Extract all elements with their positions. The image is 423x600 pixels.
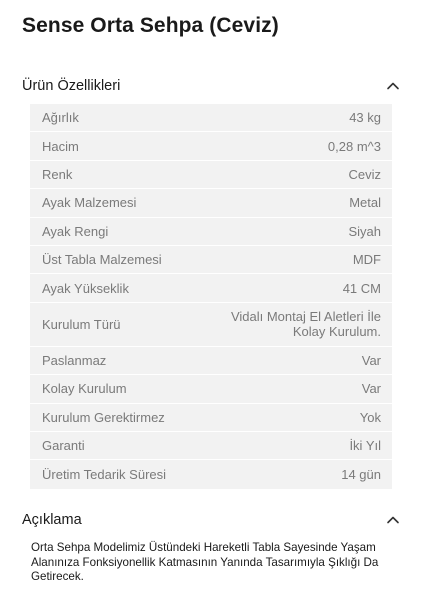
specs-section-header[interactable] — [22, 76, 400, 96]
spec-key: Kurulum Türü — [42, 316, 121, 332]
spec-row — [30, 347, 392, 375]
spec-key: Kolay Kurulum — [42, 381, 127, 397]
description-section-header[interactable] — [22, 510, 400, 530]
spec-key: Paslanmaz — [42, 352, 107, 368]
spec-value: 14 gün — [341, 466, 381, 482]
spec-row — [30, 303, 392, 347]
spec-row — [30, 132, 392, 160]
spec-row — [30, 161, 392, 189]
spec-value: Var — [361, 381, 381, 397]
spec-key: Üretim Tedarik Süresi — [42, 466, 167, 482]
spec-row — [30, 189, 392, 217]
spec-value: Vidalı Montaj El Aletleri İle Kolay Kurulum. — [230, 309, 381, 340]
spec-key: Hacim — [42, 138, 79, 154]
spec-key: Renk — [42, 166, 73, 182]
specs-table — [30, 104, 392, 489]
description-section-title: Açıklama — [22, 512, 82, 528]
chevron-up-icon[interactable] — [386, 513, 400, 527]
chevron-up-icon[interactable] — [386, 79, 400, 93]
product-title: Sense Orta Sehpa (Ceviz) — [22, 14, 279, 37]
spec-value: Ceviz — [348, 166, 381, 182]
description-text: Orta Sehpa Modelimiz Üstündeki Hareketli Tabla Sayesinde Yaşam Alanınıza Fonksiyonellik Katmasının Yanında Tasarımıyla Şıklığı Da Getirecek. — [31, 541, 379, 584]
spec-key: Ağırlık — [42, 110, 79, 126]
spec-key: Üst Tabla Malzemesi — [42, 252, 162, 268]
spec-value: Yok — [359, 409, 381, 425]
spec-value: İki Yıl — [349, 438, 381, 454]
spec-value: 43 kg — [349, 110, 381, 126]
specs-section-title: Ürün Özellikleri — [22, 78, 121, 94]
spec-value: Var — [361, 352, 381, 368]
spec-row — [30, 404, 392, 432]
spec-row — [30, 218, 392, 246]
spec-row — [30, 104, 392, 132]
spec-row — [30, 246, 392, 274]
spec-key: Ayak Malzemesi — [42, 195, 137, 211]
spec-row — [30, 432, 392, 460]
spec-value: MDF — [352, 252, 381, 268]
spec-key: Kurulum Gerektirmez — [42, 409, 165, 425]
spec-value: Metal — [349, 195, 381, 211]
spec-key: Ayak Rengi — [42, 223, 109, 239]
spec-value: 0,28 m^3 — [327, 138, 381, 154]
spec-key: Garanti — [42, 438, 85, 454]
spec-value: Siyah — [348, 223, 381, 239]
spec-value: 41 CM — [342, 280, 381, 296]
spec-row — [30, 375, 392, 403]
spec-row — [30, 460, 392, 488]
spec-key: Ayak Yükseklik — [42, 280, 129, 296]
spec-row — [30, 274, 392, 302]
